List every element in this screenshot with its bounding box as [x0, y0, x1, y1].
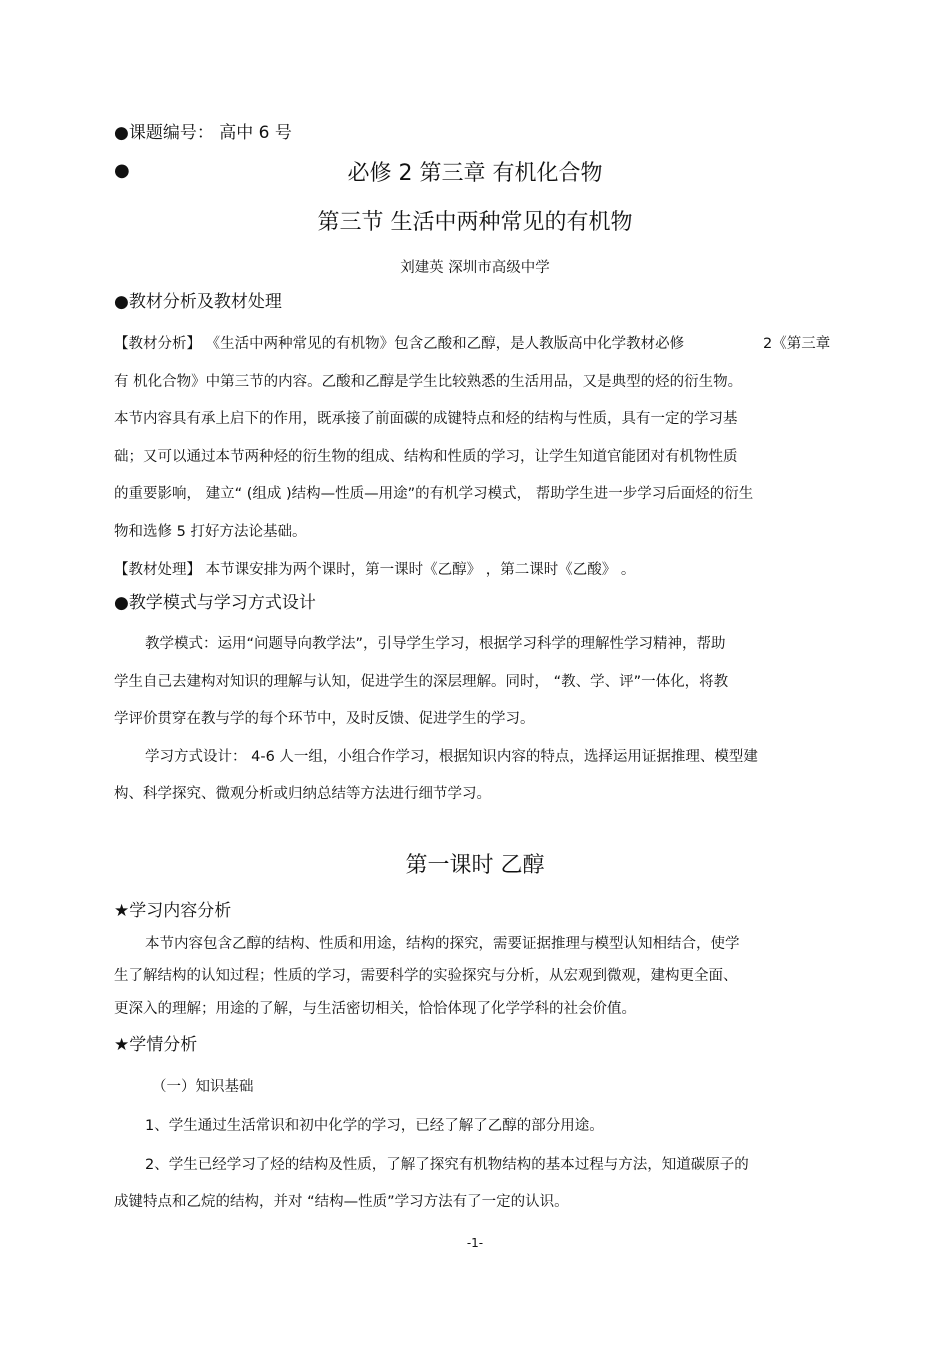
- analysis-line-5: 的重要影响， 建立“ (组成 )结构—性质—用途”的有机学习模式， 帮助学生进一步学习后面烃的衍生: [114, 486, 754, 502]
- content-analysis-heading: ★学习内容分析: [114, 901, 232, 921]
- author-line: 刘建英 深圳市高级中学: [400, 260, 550, 276]
- study-line-2: 构、科学探究、微观分析或归纳总结等方法进行细节学习。: [114, 786, 491, 802]
- mode-line-3: 学评价贯穿在教与学的每个环节中，及时反馈、促进学生的学习。: [114, 711, 535, 727]
- analysis-line-1b: 2《第三章: [763, 336, 831, 352]
- knowledge-base-heading: （一）知识基础: [152, 1079, 254, 1095]
- analysis-line-4: 础；又可以通过本节两种烃的衍生物的组成、结构和性质的学习，让学生知道官能团对有机物性质: [114, 449, 738, 465]
- processing-line: 【教材处理】 本节课安排为两个课时，第一课时《乙醇》 ，第二课时《乙酸》 。: [114, 562, 636, 578]
- content-line-2: 生了解结构的认知过程；性质的学习，需要科学的实验探究与分析，从宏观到微观，建构更全面、: [114, 968, 738, 984]
- learner-item-1: 1、学生通过生活常识和初中化学的学习，已经了解了乙醇的部分用途。: [145, 1118, 604, 1134]
- analysis-line-2: 有 机化合物》中第三节的内容。乙酸和乙醇是学生比较熟悉的生活用品，又是典型的烃的衍生物。: [114, 374, 743, 390]
- page-number: -1-: [466, 1236, 484, 1250]
- analysis-line-3: 本节内容具有承上启下的作用，既承接了前面碳的成键特点和烃的结构与性质，具有一定的学习基: [114, 411, 738, 427]
- analysis-line-6: 物和选修 5 打好方法论基础。: [114, 524, 307, 540]
- lesson-title: 第一课时 乙醇: [405, 853, 545, 878]
- topic-number: ●课题编号： 高中 6 号: [114, 123, 292, 143]
- content-line-1: 本节内容包含乙醇的结构、性质和用途，结构的探究，需要证据推理与模型认知相结合，使学: [145, 936, 740, 952]
- learner-analysis-heading: ★学情分析: [114, 1035, 198, 1055]
- study-line-1: 学习方式设计： 4-6 人一组，小组合作学习，根据知识内容的特点，选择运用证据推理、模型建: [145, 749, 758, 765]
- learner-item-2-line-1: 2、学生已经学习了烃的结构及性质，了解了探究有机物结构的基本过程与方法，知道碳原子的: [145, 1157, 749, 1173]
- chapter-bullet: ●: [114, 160, 130, 181]
- section-title: 第三节 生活中两种常见的有机物: [317, 210, 633, 235]
- section-heading-materials: ●教材分析及教材处理: [114, 292, 282, 312]
- mode-line-2: 学生自己去建构对知识的理解与认知，促进学生的深层理解。同时， “教、学、评”一体化，将教: [114, 674, 729, 690]
- chapter-title: 必修 2 第三章 有机化合物: [347, 161, 603, 186]
- learner-item-2-line-2: 成键特点和乙烷的结构，并对 “结构—性质”学习方法有了一定的认识。: [114, 1194, 569, 1210]
- analysis-line-1: 【教材分析】 《生活中两种常见的有机物》包含乙酸和乙醇，是人教版高中化学教材必修: [114, 336, 685, 352]
- section-heading-teaching-mode: ●教学模式与学习方式设计: [114, 593, 316, 613]
- content-line-3: 更深入的理解；用途的了解，与生活密切相关，恰恰体现了化学学科的社会价值。: [114, 1001, 636, 1017]
- mode-line-1: 教学模式：运用“问题导向教学法”，引导学生学习，根据学习科学的理解性学习精神，帮助: [145, 636, 726, 652]
